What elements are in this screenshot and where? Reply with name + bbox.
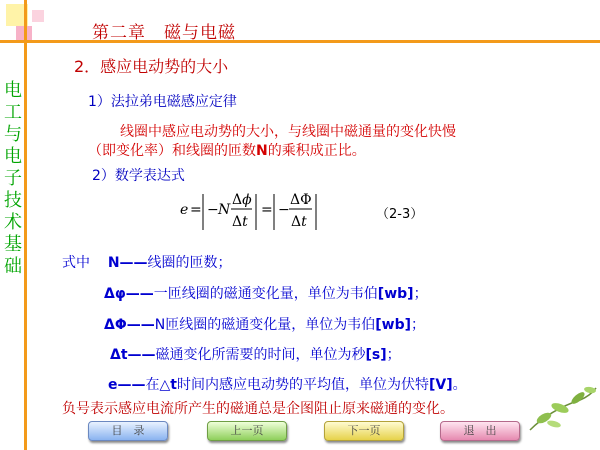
def-n-symbol: N—— [107,255,148,271]
def-e [108,374,467,394]
def-n-text: 线圈的匝数； [147,255,232,271]
faraday-heading: 1）法拉弟电磁感应定律 [88,94,237,110]
emf-formula [180,180,340,240]
svg-text:N: N [218,202,231,218]
course-title-vertical: 电工与电子技术基础 [4,80,22,277]
section-title: 2．感应电动势的大小 [74,57,229,76]
def-dPhi-symbol: ΔΦ—— [104,317,155,333]
svg-text:−: − [278,202,290,218]
svg-text:Δt: Δt [232,214,248,230]
def-dphi-unit: [wb] [377,286,414,302]
def-dPhi-text: N匝线圈的磁通变化量，单位为韦伯 [154,317,376,333]
def-dphi-symbol: Δφ—— [104,286,154,302]
faraday-line-2-n: N [256,143,268,159]
def-e-text-b: 时间内感应电动势的平均值，单位为伏特 [176,377,429,393]
faraday-line-1: 线圈中感应电动势的大小，与线圈中磁通量的变化快慢 [120,124,456,140]
sidebar-divider [24,0,27,450]
def-n [62,252,232,272]
def-dPhi-unit: [wb] [375,317,411,333]
def-dphi-punct: ； [413,286,428,302]
def-e-symbol: e—— [108,377,146,393]
negative-sign-note: 负号表示感应电流所产生的磁通总是企图阻止原来磁通的变化。 [62,401,454,417]
next-page-button[interactable]: 下一页 [324,421,404,441]
exit-button[interactable]: 退 出 [440,421,520,441]
def-intro: 式中 [62,255,90,271]
def-dt-punct: ； [386,347,401,363]
svg-text:=: = [261,202,273,218]
page-title: 第二章 磁与电磁 [92,23,236,43]
math-heading: 2）数学表达式 [92,168,185,184]
svg-text:Δt: Δt [291,214,307,230]
svg-text:Δϕ: Δϕ [232,192,252,208]
plant-decoration-icon [520,370,598,434]
def-e-t: t [170,377,177,393]
def-e-punct: 。 [452,377,467,393]
corner-square-pink-2 [32,10,44,22]
svg-text:ΔΦ: ΔΦ [290,192,312,208]
def-e-unit: [V] [428,377,453,393]
svg-text:−: − [207,202,219,218]
def-dPhi-punct: ； [411,317,425,333]
equation-number: （2-3） [376,207,424,222]
def-dt-unit: [s] [365,347,387,363]
def-dPhi [104,314,425,334]
faraday-line-2 [88,140,366,160]
prev-page-button[interactable]: 上一页 [207,421,287,441]
contents-button[interactable]: 目 录 [88,421,168,441]
def-e-text-a: 在△ [145,377,171,393]
def-dphi [104,283,428,303]
faraday-line-2-a: （即变化率）和线圈的匝数 [88,143,256,159]
def-dphi-text: 一匝线圈的磁通变化量，单位为韦伯 [153,286,378,302]
faraday-line-2-c: 的乘积成正比。 [267,143,366,159]
svg-text:e: e [180,202,189,218]
def-dt-symbol: Δt—— [110,347,156,363]
header-divider [0,40,600,43]
def-dt-text: 磁通变化所需要的时间，单位为秒 [155,347,366,363]
def-dt [110,344,401,364]
svg-text:=: = [190,202,202,218]
